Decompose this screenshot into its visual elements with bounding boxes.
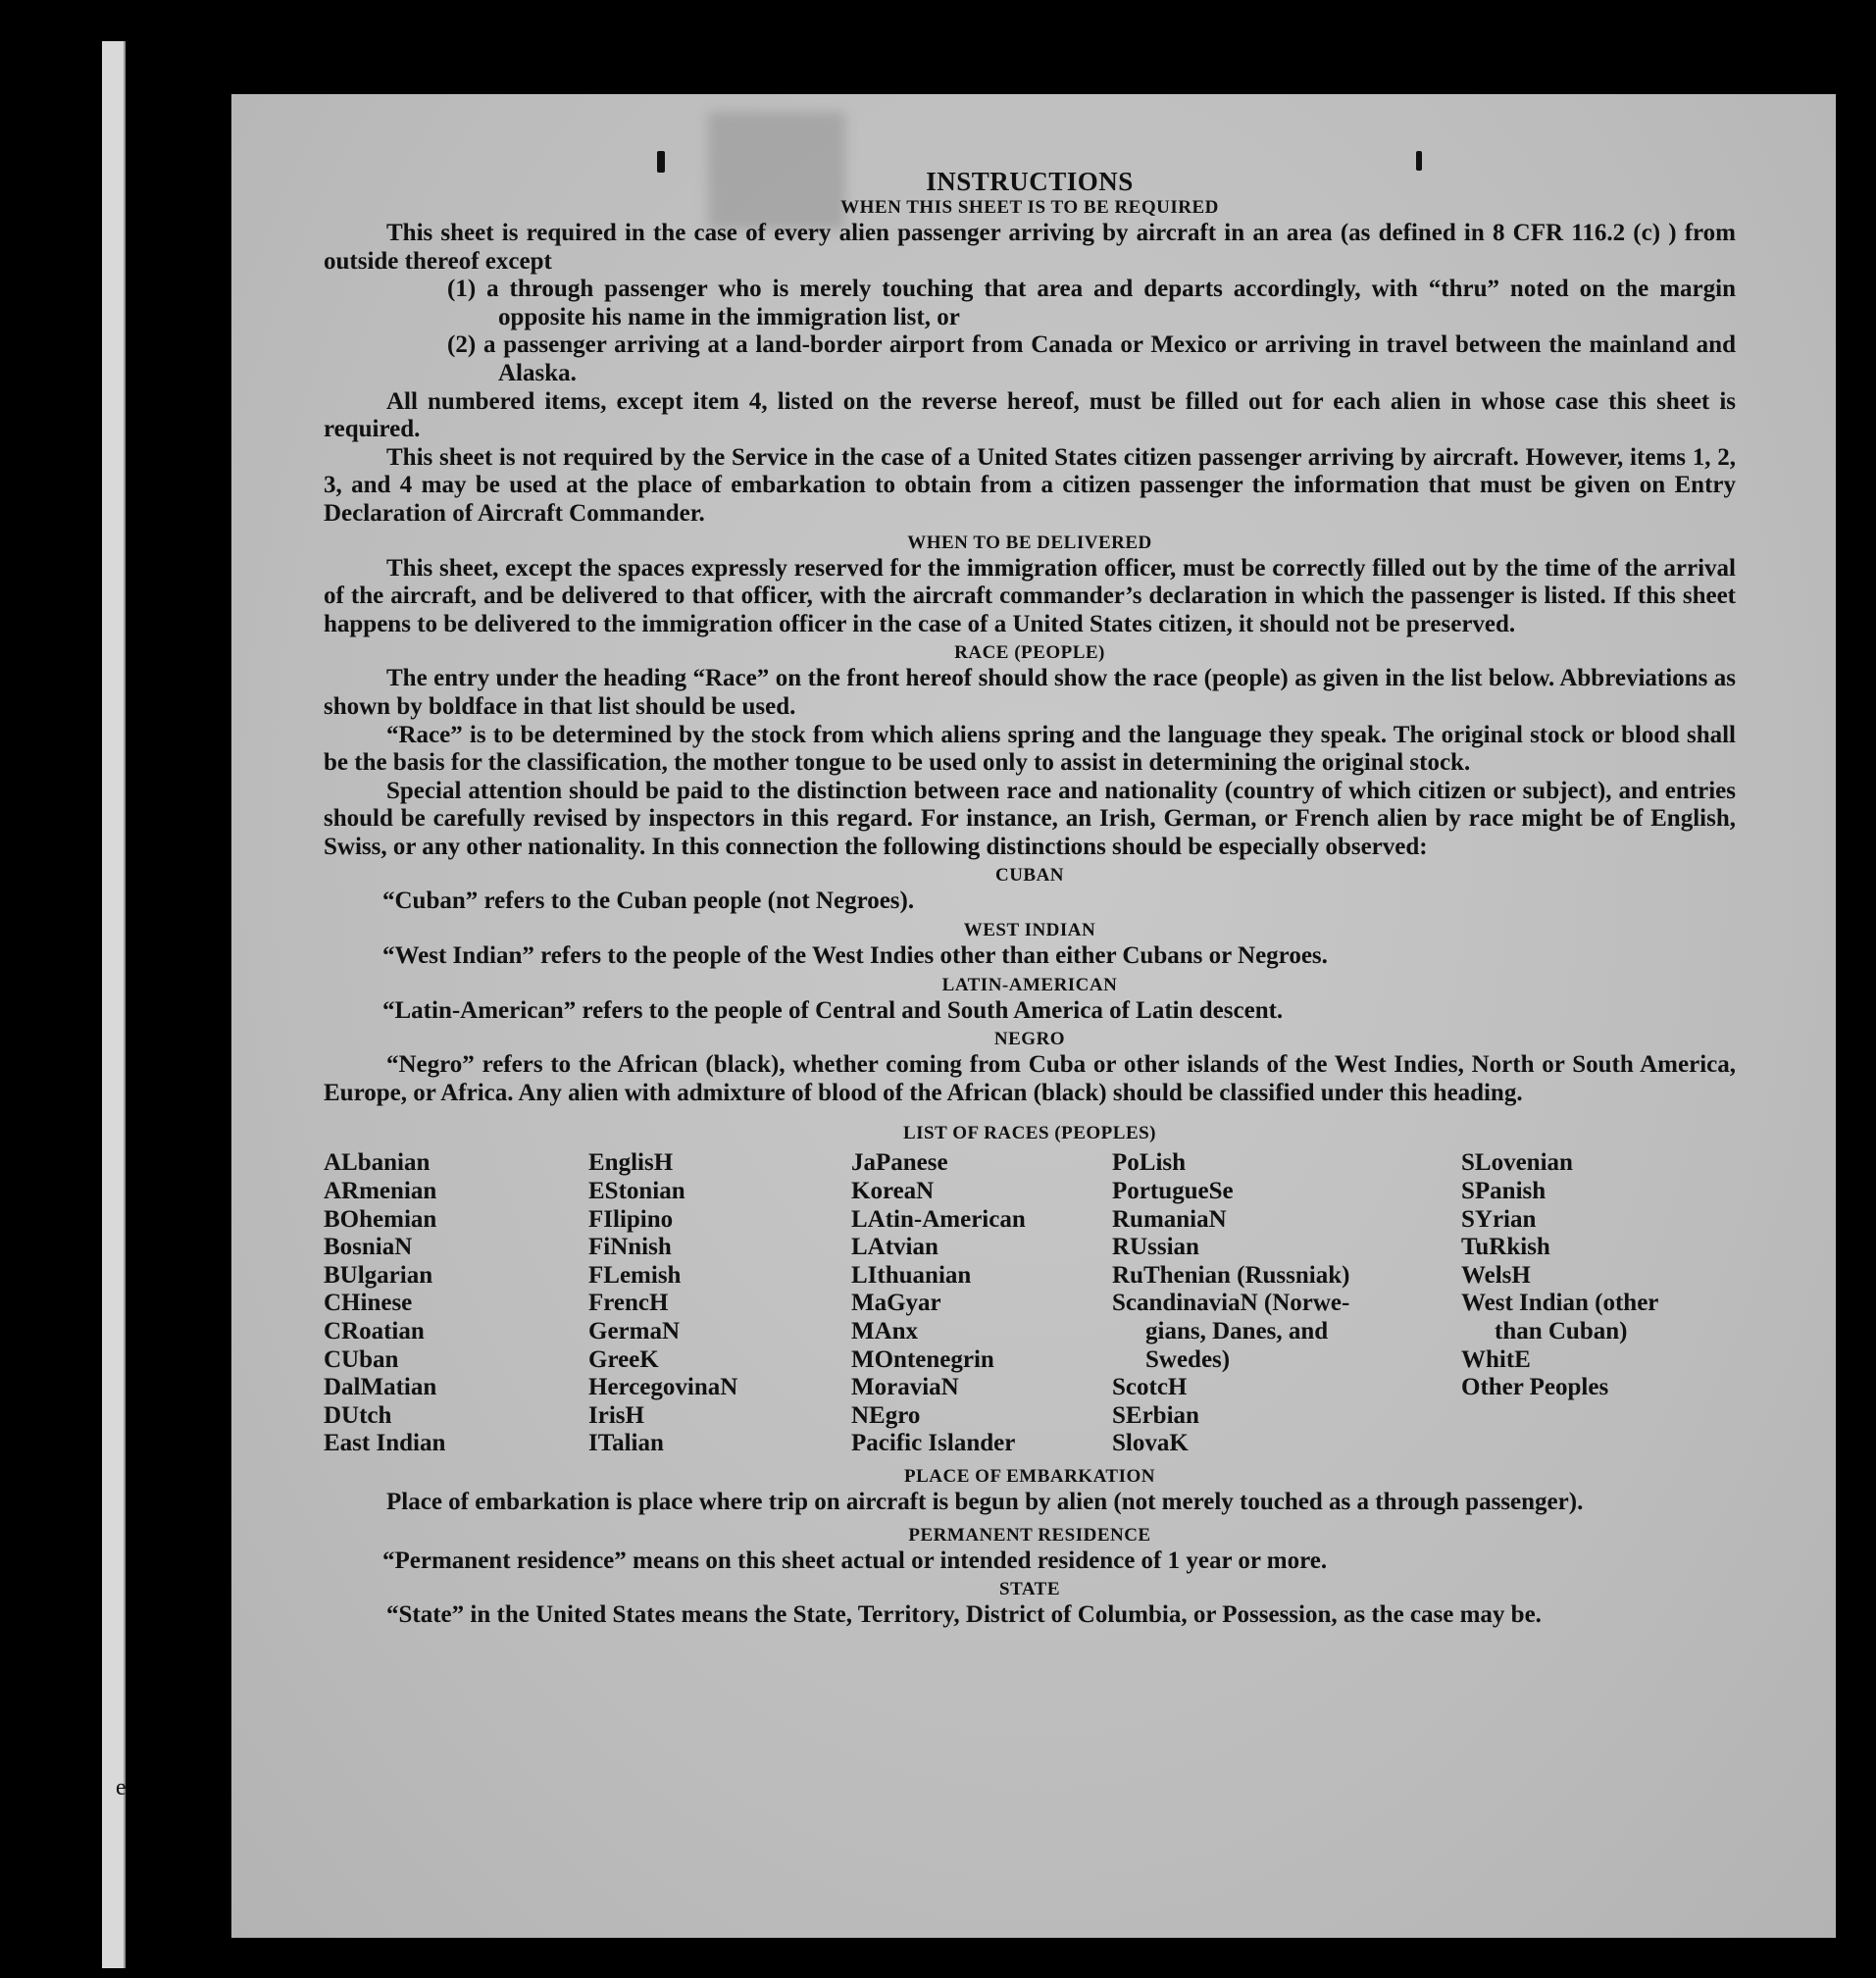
paragraph-special-attention: Special attention should be paid to the distinction between race and nationality (country of which citizen or subject), and entries should be carefully revised by inspectors in this regard. For instance, an Irish, German, or French alien by race might be of English, Swiss, or any other nationality. In this connection the following distinctions should be especially observed:: [324, 777, 1736, 860]
race-item: JaPanese: [851, 1149, 948, 1177]
race-item: TuRkish: [1461, 1234, 1550, 1261]
race-item: FiNnish: [588, 1234, 672, 1261]
race-item: NEgro: [851, 1401, 921, 1429]
race-item: FIlipino: [588, 1205, 674, 1233]
paragraph-west-indian: “West Indian” refers to the people of the West Indies other than either Cubans or Negroes.: [382, 942, 1328, 970]
paragraph-permanent-residence: “Permanent residence” means on this sheet actual or intended residence of 1 year or more.: [382, 1547, 1328, 1574]
paragraph-citizen: This sheet is not required by the Service in the case of a United States citizen passenger arriving by aircraft. However, items 1, 2, 3, and 4 may be used at the place of embarkation to obtain from a citizen passenger the information that must be given on Entry Declaration of Aircraft Commander.: [324, 443, 1736, 527]
race-item: ARmenian: [324, 1178, 437, 1205]
race-item: PortugueSe: [1112, 1178, 1234, 1205]
paragraph-numbered-items: All numbered items, except item 4, listed on the reverse hereof, must be filled out for each alien in whose case this sheet is required.: [324, 387, 1736, 443]
race-item: EnglisH: [588, 1149, 674, 1177]
race-item: PoLish: [1112, 1149, 1187, 1177]
race-item: ALbanian: [324, 1149, 431, 1177]
race-item: GermaN: [588, 1318, 681, 1344]
races-column-3: [851, 1149, 1112, 1458]
section-heading-delivered: WHEN TO BE DELIVERED: [907, 532, 1152, 553]
race-item: MOntenegrin: [851, 1345, 994, 1373]
race-item: DalMatian: [324, 1374, 437, 1401]
race-item: SPanish: [1461, 1178, 1546, 1205]
race-item: GreeK: [588, 1345, 659, 1373]
race-item: FLemish: [588, 1261, 682, 1289]
document-page: [231, 94, 1836, 1938]
race-item: Pacific Islander: [851, 1430, 1016, 1457]
race-item: FrencH: [588, 1290, 669, 1317]
section-heading-required: WHEN THIS SHEET IS TO BE REQUIRED: [840, 197, 1219, 218]
section-heading-latin-american: LATIN-AMERICAN: [941, 974, 1118, 995]
race-item: WhitE: [1461, 1345, 1531, 1373]
race-item: RuThenian (Russniak): [1112, 1261, 1350, 1289]
race-item: ScandinaviaN (Norwe-: [1112, 1290, 1350, 1317]
paragraph-race-entry: The entry under the heading “Race” on the front hereof should show the race (people) as given in the list below. Abbreviations as shown by boldface in that list should be used.: [324, 665, 1736, 720]
race-item-continued: gians, Danes, and: [1145, 1318, 1329, 1344]
race-item: CUban: [324, 1345, 399, 1373]
races-list: [324, 1149, 1736, 1458]
left-paper-strip: [102, 41, 126, 1968]
race-item: Other Peoples: [1461, 1374, 1609, 1401]
section-heading-state: STATE: [999, 1579, 1060, 1600]
races-column-4: [1112, 1149, 1461, 1458]
section-heading-permanent-residence: PERMANENT RESIDENCE: [908, 1524, 1151, 1546]
race-item-continued: Swedes): [1145, 1345, 1231, 1373]
race-item: SErbian: [1112, 1401, 1199, 1429]
race-item: MAnx: [851, 1318, 919, 1344]
race-item: RUssian: [1112, 1234, 1199, 1261]
race-item: East Indian: [324, 1430, 446, 1457]
race-item: ScotcH: [1112, 1374, 1188, 1401]
paragraph-delivered: This sheet, except the spaces expressly reserved for the immigration officer, must be correctly filled out by the time of the arrival of the aircraft, and be delivered to that officer, with the aircraft commander’s declaration in which the passenger is listed. If this sheet happens to be delivered to the immigration officer in the case of a United States citizen, it should not be preserved.: [324, 554, 1736, 637]
paragraph-latin-american: “Latin-American” refers to the people of Central and South America of Latin descent.: [382, 996, 1284, 1024]
race-item: West Indian (other: [1461, 1290, 1659, 1317]
race-item: RumaniaN: [1112, 1205, 1227, 1233]
exception-item-1: (1) a through passenger who is merely touching that area and departs accordingly, with “thru” noted on the margin opposite his name in the immigration list, or: [447, 276, 1736, 330]
race-item: HercegovinaN: [588, 1374, 738, 1401]
race-item: BUlgarian: [324, 1261, 433, 1289]
section-heading-race: RACE (PEOPLE): [954, 642, 1105, 664]
race-item-continued: than Cuban): [1495, 1318, 1628, 1344]
section-heading-negro: NEGRO: [993, 1029, 1066, 1050]
races-column-1: [324, 1149, 588, 1458]
paragraph-race-definition: “Race” is to be determined by the stock from which aliens spring and the language they speak. The original stock or blood shall be the basis for the classification, the mother tongue to be used only to assist in determining the original stock.: [324, 721, 1736, 777]
document-content: [324, 167, 1736, 1630]
race-item: BOhemian: [324, 1205, 437, 1233]
paragraph-negro: “Negro” refers to the African (black), whether coming from Cuba or other islands of the West Indies, North or South America, Europe, or Africa. Any alien with admixture of blood of the African (black) should be classified under this heading.: [324, 1051, 1736, 1106]
paragraph-cuban: “Cuban” refers to the Cuban people (not Negroes).: [382, 888, 915, 915]
race-item: CHinese: [324, 1290, 413, 1317]
race-item: IrisH: [588, 1401, 644, 1429]
race-item: SYrian: [1461, 1205, 1537, 1233]
race-item: CRoatian: [324, 1318, 425, 1344]
document-title: INSTRUCTIONS: [926, 167, 1134, 196]
race-item: SlovaK: [1112, 1430, 1189, 1457]
race-item: LAtin-American: [851, 1205, 1026, 1233]
race-item: ITalian: [588, 1430, 664, 1457]
race-item: DUtch: [324, 1401, 392, 1429]
paragraph-state: “State” in the United States means the State, Territory, District of Columbia, or Possession, as the case may be.: [386, 1601, 1542, 1629]
section-heading-embarkation: PLACE OF EMBARKATION: [904, 1465, 1155, 1487]
race-item: SLovenian: [1461, 1149, 1573, 1177]
section-heading-cuban: CUBAN: [994, 865, 1065, 887]
race-item: MaGyar: [851, 1290, 941, 1317]
section-heading-west-indian: WEST INDIAN: [963, 920, 1096, 941]
strip-letter: e: [116, 1775, 127, 1800]
paragraph-required: This sheet is required in the case of every alien passenger arriving by aircraft in an area (as defined in 8 CFR 116.2 (c) ) from outside thereof except: [324, 220, 1736, 275]
race-item: WelsH: [1461, 1261, 1531, 1289]
section-heading-list-of-races: LIST OF RACES (PEOPLES): [902, 1123, 1157, 1144]
race-item: BosniaN: [324, 1234, 413, 1261]
paragraph-embarkation: Place of embarkation is place where trip on aircraft is begun by alien (not merely touched as a through passenger).: [386, 1488, 1584, 1515]
race-item: EStonian: [588, 1178, 685, 1205]
exception-item-2: (2) a passenger arriving at a land-border airport from Canada or Mexico or arriving in travel between the mainland and Alaska.: [447, 331, 1736, 386]
race-item: LIthuanian: [851, 1261, 972, 1289]
race-item: KoreaN: [851, 1178, 935, 1205]
race-item: MoraviaN: [851, 1374, 959, 1401]
races-column-2: [588, 1149, 851, 1458]
race-item: LAtvian: [851, 1234, 938, 1261]
races-column-5: [1461, 1149, 1726, 1458]
